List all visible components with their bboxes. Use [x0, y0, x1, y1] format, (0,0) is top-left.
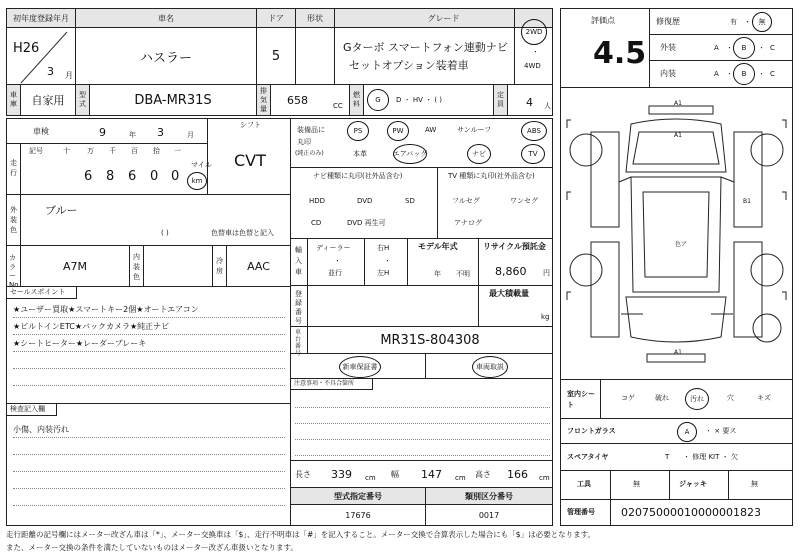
colorno-label: カラーNo.	[9, 254, 21, 289]
fuel-options: D ・ HV ・ ( )	[396, 96, 443, 104]
model-year-label: モデル年式	[418, 242, 458, 251]
windshield-options: ・ × 要ス	[705, 427, 737, 435]
reg-year-header: 初年度登録年月	[6, 8, 76, 28]
car-name-header: 車名	[75, 8, 257, 28]
footer-line2: また、メーター交換の条件を満たしていないものはメーター改ざん車扱いとなります。	[6, 543, 298, 552]
equip-pw: PW	[387, 121, 409, 141]
grade-line2: セットオプション装着車	[349, 59, 469, 72]
equip-sunroof: サンルーフ	[457, 126, 492, 134]
car-name: ハスラー	[75, 27, 257, 85]
diag-a1-bottom: A1	[674, 349, 682, 356]
color-paren: ( )	[161, 229, 169, 237]
dealer-cell	[307, 238, 365, 286]
odo-h5: 一	[174, 147, 181, 155]
color-number: A7M	[20, 245, 130, 287]
tv-type-cell	[437, 167, 553, 239]
odo-h2: 千	[109, 147, 116, 155]
equip-abs: ABS	[521, 121, 547, 141]
chassis-label: 車台番号	[295, 329, 302, 357]
exterior-grade-label: 外装	[660, 43, 676, 52]
ext-dot2: ・	[758, 44, 765, 52]
nav-type-cell	[290, 167, 438, 239]
grade-label: 評価点	[591, 16, 615, 25]
odo-h3: 百	[131, 147, 138, 155]
inspection-year: 9	[99, 126, 106, 139]
grade-box	[560, 8, 650, 88]
cm-unit3: cm	[539, 474, 550, 482]
new-warranty-cell	[290, 353, 426, 379]
odo-d3: 6	[128, 169, 137, 184]
cc-unit: CC	[333, 102, 343, 110]
reg-month: 3	[47, 65, 54, 78]
fuel-label: 燃料	[349, 84, 364, 116]
inspection-note-text: 小傷、内装汚れ	[13, 425, 69, 434]
displacement: 658	[287, 94, 308, 107]
shape-cell	[295, 27, 335, 85]
model-label: 型式	[75, 84, 90, 116]
new-warranty: 新車保証書	[339, 356, 381, 378]
diag-cha: 色ア	[675, 241, 688, 248]
width-label: 幅	[391, 470, 399, 479]
color-label-cell	[6, 194, 21, 246]
import-label: 輸入車	[295, 246, 302, 276]
repair-history-row	[649, 8, 793, 35]
type-spec-label: 型式指定番号	[290, 487, 426, 505]
displacement-label: 排気量	[256, 84, 271, 116]
seat-scratch: キズ	[757, 394, 771, 402]
interior-label-cell	[129, 245, 144, 287]
grade-line1: Gターボ スマートフォン連動ナビ	[343, 41, 508, 54]
interior-grade-row	[649, 60, 793, 88]
nav-title: ナビ種類に丸印(社外品含む)	[313, 172, 403, 180]
odo-h4: 拾	[153, 147, 160, 155]
exterior-color: ブルー	[45, 204, 78, 217]
odo-d2: 8	[106, 169, 115, 184]
windshield-label: フロントガラス	[567, 427, 616, 435]
sales-line1: ★ユーザー買取★スマートキー2個★オートエアコン	[13, 305, 199, 314]
int-dot1: ・	[726, 70, 733, 78]
equip-ps: PS	[347, 121, 369, 141]
nav-sd: SD	[405, 197, 415, 205]
dealer-dot: ・	[334, 257, 341, 265]
spare-t: T	[665, 453, 670, 461]
shift-label: シフト	[240, 121, 261, 129]
seat-label: 室内シート	[567, 390, 595, 409]
defects-notes	[290, 378, 553, 461]
grade-header: グレード	[334, 8, 553, 28]
grade-score: 4.5	[593, 36, 647, 71]
tools-label: 工具	[577, 480, 591, 488]
equip-title3: (純正のみ)	[295, 150, 324, 157]
spare-options: ・ 修理 KIT ・ 欠	[683, 453, 738, 461]
drive-dot: ・	[532, 48, 539, 56]
ext-a: A	[714, 44, 719, 52]
length-value: 339	[331, 468, 352, 481]
repair-no: 無	[752, 12, 772, 32]
km-circle: km	[187, 172, 207, 190]
reg-label-cell	[290, 285, 308, 327]
handle-dot: ・	[384, 257, 391, 265]
spare-tire-row	[560, 443, 793, 471]
month-unit: 月	[65, 71, 73, 80]
model-year-unit: 年	[434, 270, 441, 278]
chassis-label-cell	[290, 326, 308, 357]
sales-title: セールスポイント	[7, 287, 77, 299]
management-label: 管理番号	[567, 508, 595, 516]
sales-points	[6, 286, 291, 404]
lh-label: 左H	[377, 269, 390, 277]
repair-label: 修復歴	[656, 17, 680, 26]
management-row	[560, 499, 793, 526]
repair-yes: 有	[730, 18, 737, 26]
displacement-cell	[270, 84, 350, 116]
length-label: 長さ	[295, 470, 311, 479]
capacity-label: 定員	[493, 84, 508, 116]
equip-airbag: エアバッグ	[393, 144, 427, 164]
equip-title2: 丸印	[297, 138, 311, 146]
windshield-a: A	[677, 422, 697, 442]
door-count: 5	[256, 27, 296, 85]
cm-unit1: cm	[365, 474, 376, 482]
capacity-cell	[507, 84, 553, 116]
diag-b1: B1	[743, 198, 751, 205]
parallel-label: 並行	[328, 269, 342, 277]
windshield-row	[560, 418, 793, 444]
fuel-g: G	[367, 89, 389, 111]
jack-label: ジャッキ	[679, 480, 707, 488]
odo-d1: 6	[84, 169, 93, 184]
color-note: 色替車は色替と記入	[211, 229, 274, 237]
ext-b: B	[733, 37, 755, 59]
int-c: C	[770, 70, 775, 78]
inspection-cell	[6, 118, 208, 144]
drive-cell	[514, 8, 553, 85]
use-value: 自家用	[20, 84, 76, 116]
footer-line1: 走行距離の記号欄にはメーター改ざん車は「*」、メーター交換車は「$」、走行不明車は「#」を記入すること。メーター交換で合算表示した場合にも「$」は必要となります。	[6, 530, 595, 539]
seat-hole: 穴	[727, 394, 734, 402]
color-label: 外装色	[10, 206, 17, 234]
ext-c: C	[770, 44, 775, 52]
seat-stain: 汚れ	[685, 388, 709, 410]
equip-tv: TV	[521, 144, 545, 164]
recycle-value: 8,860	[495, 265, 527, 278]
exterior-grade-row	[649, 34, 793, 61]
reg-number	[307, 285, 479, 327]
tv-full: フルセグ	[452, 197, 480, 205]
door-header: ドア	[256, 8, 296, 28]
exterior-color-cell	[20, 194, 291, 246]
model-year-cell	[407, 238, 479, 286]
nav-dvd: DVD	[357, 197, 373, 205]
colorno-label-cell	[6, 245, 21, 287]
type-spec-value: 17676	[290, 504, 426, 526]
odo-label-cell	[6, 143, 21, 195]
ac-label-cell	[212, 245, 227, 287]
ext-dot1: ・	[726, 44, 733, 52]
kg-unit: kg	[541, 313, 550, 321]
odo-h1: 万	[87, 147, 94, 155]
int-b: B	[733, 63, 755, 85]
year-unit: 年	[129, 131, 136, 139]
diag-a1-top: A1	[674, 100, 682, 107]
tv-title: TV 種類に丸印(社外品含む)	[448, 172, 535, 180]
tools-row	[560, 470, 793, 500]
nav-cd: CD	[311, 219, 322, 227]
interior-label: 内装色	[133, 253, 140, 281]
jack-value: 無	[751, 480, 758, 488]
ac-value: AAC	[226, 245, 291, 287]
repair-dot: ・	[744, 18, 751, 26]
recycle-cell	[478, 238, 553, 286]
interior-color	[143, 245, 213, 287]
inspection-month: 3	[157, 126, 164, 139]
reg-label: 登録番号	[295, 290, 302, 325]
ac-label: 冷房	[216, 257, 223, 275]
nav-hdd: HDD	[309, 197, 326, 205]
width-value: 147	[421, 468, 442, 481]
category-label: 類別区分番号	[425, 487, 553, 505]
shift-cell	[207, 118, 291, 195]
manual: 車両取説	[472, 356, 508, 378]
equip-leather: 本革	[353, 150, 367, 158]
recycle-label: リサイクル預託金	[483, 242, 546, 251]
sales-line2: ★ビルトインETC★バックカメラ★純正ナビ	[13, 322, 170, 331]
nav-dvd-play: DVD 再生可	[347, 219, 386, 227]
seat-tear: 破れ	[655, 394, 669, 402]
seat-row	[560, 379, 793, 419]
dimensions-row	[290, 460, 553, 488]
int-dot2: ・	[758, 70, 765, 78]
odo-label: 走行	[10, 159, 17, 177]
month-unit2: 月	[187, 131, 194, 139]
odo-d4: 0	[150, 169, 159, 184]
inspection-label: 車検	[33, 127, 49, 136]
tools-value: 無	[633, 480, 640, 488]
fuel-cell	[363, 84, 494, 116]
shift-value: CVT	[234, 151, 266, 170]
capacity: 4	[526, 96, 533, 109]
category-value: 0017	[425, 504, 553, 526]
chassis-number: MR31S-804308	[307, 326, 553, 354]
drive-4wd: 4WD	[524, 62, 541, 70]
manual-cell	[425, 353, 553, 379]
inspection-notes	[6, 403, 291, 526]
mile-label: マイル	[191, 161, 212, 169]
odo-symbol-label: 記号	[29, 147, 43, 155]
inspection-notes-title: 検査記入欄	[7, 404, 57, 416]
sales-line3: ★シートヒーター★レーダーブレーキ	[13, 339, 147, 348]
reg-year: H26	[13, 41, 40, 56]
equip-title1: 装備品に	[297, 126, 325, 134]
odo-h0: 十	[63, 147, 70, 155]
import-label-cell	[290, 238, 308, 286]
spare-tire-label: スペアタイヤ	[567, 453, 609, 461]
reg-year-cell	[6, 27, 76, 85]
odometer	[20, 143, 212, 195]
shape-header: 形状	[295, 8, 335, 28]
int-a: A	[714, 70, 719, 78]
equipment-cell	[290, 118, 553, 168]
handle-cell	[364, 238, 408, 286]
tv-analog: アナログ	[454, 219, 482, 227]
interior-grade-label: 内装	[660, 69, 676, 78]
equip-navi: ナビ	[467, 144, 491, 164]
rh-label: 右H	[377, 244, 390, 252]
dealer-label: ディーラー	[316, 244, 351, 252]
height-value: 166	[507, 468, 528, 481]
management-number: 02075000010000001823	[621, 506, 761, 519]
diag-a1-mid: A1	[674, 132, 682, 139]
cm-unit2: cm	[455, 474, 466, 482]
height-label: 高さ	[475, 470, 491, 479]
use-label: 車庫	[6, 84, 21, 116]
tv-one: ワンセグ	[510, 197, 538, 205]
odo-d5: 0	[171, 169, 180, 184]
model-year-value: 不明	[456, 270, 470, 278]
recycle-unit: 円	[543, 269, 550, 277]
drive-2wd: 2WD	[521, 19, 547, 45]
seat-burn: コゲ	[621, 394, 635, 402]
max-load-cell	[478, 285, 553, 327]
equip-aw: AW	[425, 126, 437, 134]
model-value: DBA-MR31S	[89, 84, 257, 116]
max-load-label: 最大積載量	[489, 289, 529, 298]
capacity-unit: 人	[544, 102, 551, 110]
defects-title: 注意事項・不具合箇所	[291, 379, 373, 390]
